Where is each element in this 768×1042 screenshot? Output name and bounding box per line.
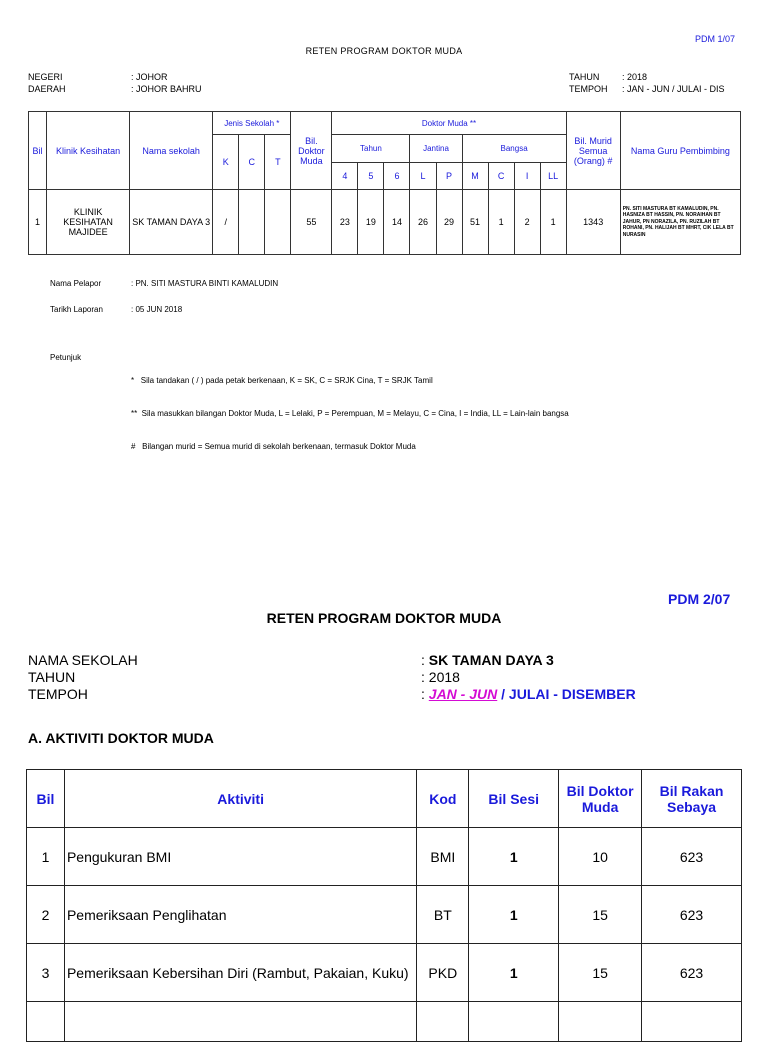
- row-bil: 1: [27, 828, 65, 886]
- row-aktiviti: Pemeriksaan Penglihatan: [64, 886, 416, 944]
- daerah-label: DAERAH: [28, 84, 66, 94]
- header-bil-sesi: Bil Sesi: [469, 770, 559, 828]
- nama-sekolah-label: NAMA SEKOLAH: [28, 652, 138, 668]
- header-bangsa: Bangsa: [462, 135, 566, 163]
- header-melayu: M: [462, 163, 488, 190]
- page1-report-table: [28, 111, 741, 255]
- header-india: I: [514, 163, 540, 190]
- row-aktiviti: Pengukuran BMI: [64, 828, 416, 886]
- tempoh-value: : JAN - JUN / JULAI - DIS: [622, 84, 725, 94]
- header-bil-murid: Bil. Murid Semua (Orang) #: [566, 112, 620, 190]
- negeri-label: NEGERI: [28, 72, 63, 82]
- petunjuk-label: Petunjuk: [50, 353, 82, 362]
- header-bil: Bil: [29, 112, 47, 190]
- colon: :: [421, 686, 425, 702]
- row-doktor: 15: [559, 886, 642, 944]
- table-row: [29, 190, 741, 255]
- header-age-4: 4: [332, 163, 358, 190]
- petunjuk-note-2: ** Sila masukkan bilangan Doktor Muda, L = Lelaki, P = Perempuan, M = Melayu, C = Cina, I = India, LL = Lain-lain bangsa: [131, 409, 569, 418]
- header-age-5: 5: [358, 163, 384, 190]
- row-bil-doktor: 55: [291, 190, 332, 255]
- row-cina: 1: [488, 190, 514, 255]
- tahun-value-2: 2018: [428, 669, 460, 685]
- tahun-label: TAHUN: [569, 72, 600, 82]
- header-jenis-sekolah: Jenis Sekolah *: [213, 112, 291, 135]
- header-guru: Nama Guru Pembimbing: [620, 112, 740, 190]
- row-perempuan: 29: [436, 190, 462, 255]
- row-lelaki: 26: [410, 190, 436, 255]
- header-bil-2: Bil: [27, 770, 65, 828]
- row-rakan: 623: [642, 886, 742, 944]
- table-row: [27, 944, 742, 1002]
- row-guru: PN. SITI MASTURA BT KAMALUDIN, PN. HASNIZA BT HASSIN, PN. NORAIHAN BT JAHUR, PN NORAZILA, PN. RUZILAH BT ROHANI, PN. HALIJAH BT MHRT, CIK LELA BT NURASIN: [620, 190, 740, 255]
- page2-meta-labels: [28, 652, 138, 703]
- row-bil-murid: 1343: [566, 190, 620, 255]
- tarikh-row: [50, 305, 182, 314]
- row-lain-lain: 1: [540, 190, 566, 255]
- tarikh-value: : 05 JUN 2018: [131, 305, 183, 314]
- page1-meta-left: [28, 71, 202, 95]
- table-row: [27, 828, 742, 886]
- header-klinik: Klinik Kesihatan: [47, 112, 130, 190]
- header-lelaki: L: [410, 163, 436, 190]
- colon: :: [421, 669, 425, 685]
- row-kod: PKD: [417, 944, 469, 1002]
- table-row-partial: [27, 1002, 742, 1042]
- tempoh-label: TEMPOH: [569, 84, 608, 94]
- row-doktor: 10: [559, 828, 642, 886]
- row-age-4: 23: [332, 190, 358, 255]
- row-age-5: 19: [358, 190, 384, 255]
- row-klinik: KLINIK KESIHATAN MAJIDEE: [47, 190, 130, 255]
- row-t: [265, 190, 291, 255]
- header-doktor-muda: Doktor Muda **: [332, 112, 566, 135]
- tahun-label-2: TAHUN: [28, 669, 76, 685]
- tempoh-julai-dis: / JULAI - DISEMBER: [501, 686, 636, 702]
- negeri-value: : JOHOR: [131, 72, 168, 82]
- header-cina: C: [488, 163, 514, 190]
- row-aktiviti: Pemeriksaan Kebersihan Diri (Rambut, Pakaian, Kuku): [64, 944, 416, 1002]
- page1-title: RETEN PROGRAM DOKTOR MUDA: [305, 46, 463, 56]
- page2-title: RETEN PROGRAM DOKTOR MUDA: [266, 610, 502, 626]
- pelapor-value: : PN. SITI MASTURA BINTI KAMALUDIN: [131, 279, 279, 288]
- page2-form-code: PDM 2/07: [668, 591, 731, 607]
- header-c: C: [239, 135, 265, 190]
- daerah-value: : JOHOR BAHRU: [131, 84, 202, 94]
- header-bil-doktor-muda: Bil Doktor Muda: [559, 770, 642, 828]
- row-rakan: 623: [642, 944, 742, 1002]
- header-lain-lain: LL: [540, 163, 566, 190]
- header-kod: Kod: [417, 770, 469, 828]
- header-tahun: Tahun: [332, 135, 410, 163]
- row-sesi: 1: [469, 886, 559, 944]
- tempoh-jan-jun: JAN - JUN: [428, 686, 498, 702]
- row-age-6: 14: [384, 190, 410, 255]
- row-bil: 1: [29, 190, 47, 255]
- page1-meta-right: [569, 71, 725, 95]
- row-melayu: 51: [462, 190, 488, 255]
- row-bil: 3: [27, 944, 65, 1002]
- header-jantina: Jantina: [410, 135, 462, 163]
- petunjuk-note-1: * Sila tandakan ( / ) pada petak berkenaan, K = SK, C = SRJK Cina, T = SRJK Tamil: [131, 376, 433, 385]
- header-nama-sekolah: Nama sekolah: [130, 112, 213, 190]
- header-t: T: [265, 135, 291, 190]
- row-sekolah: SK TAMAN DAYA 3: [130, 190, 213, 255]
- petunjuk-note-3: # Bilangan murid = Semua murid di sekolah berkenaan, termasuk Doktor Muda: [131, 442, 416, 451]
- pelapor-label: Nama Pelapor: [50, 279, 102, 288]
- petunjuk-notes: [131, 353, 569, 463]
- page1-form-code: PDM 1/07: [695, 34, 736, 44]
- header-bil-doktor: Bil. Doktor Muda: [291, 112, 332, 190]
- row-bil: 2: [27, 886, 65, 944]
- row-india: 2: [514, 190, 540, 255]
- tahun-value: : 2018: [622, 72, 648, 82]
- row-kod: BMI: [417, 828, 469, 886]
- header-perempuan: P: [436, 163, 462, 190]
- row-sesi: 1: [469, 828, 559, 886]
- colon: :: [421, 652, 425, 668]
- header-aktiviti: Aktiviti: [64, 770, 416, 828]
- row-sesi: 1: [469, 944, 559, 1002]
- tempoh-label-2: TEMPOH: [28, 686, 88, 702]
- row-kod: BT: [417, 886, 469, 944]
- header-bil-rakan: Bil Rakan Sebaya: [642, 770, 742, 828]
- header-k: K: [213, 135, 239, 190]
- aktiviti-table: [26, 769, 742, 1042]
- pelapor-row: [50, 279, 278, 288]
- row-c: [239, 190, 265, 255]
- row-rakan: 623: [642, 828, 742, 886]
- row-doktor: 15: [559, 944, 642, 1002]
- row-k: /: [213, 190, 239, 255]
- table-row: [27, 886, 742, 944]
- nama-sekolah-value: SK TAMAN DAYA 3: [428, 652, 554, 668]
- section-a-heading: A. AKTIVITI DOKTOR MUDA: [28, 730, 214, 746]
- tarikh-label: Tarikh Laporan: [50, 305, 103, 314]
- header-age-6: 6: [384, 163, 410, 190]
- page2-meta-values: [421, 652, 636, 703]
